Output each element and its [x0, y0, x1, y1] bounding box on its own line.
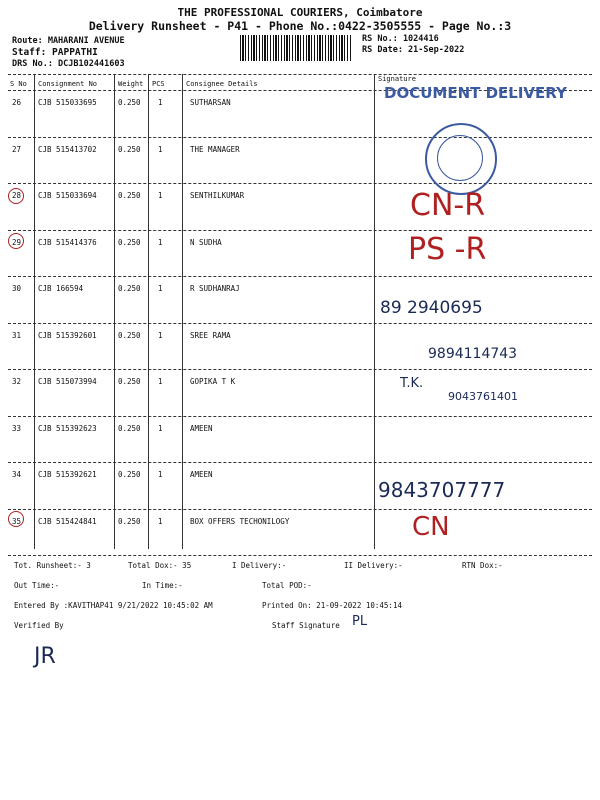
col-signature: Signature — [378, 75, 416, 83]
row-sno: 29 — [12, 237, 22, 247]
row-circle-mark — [8, 233, 24, 249]
row-pcs: 1 — [158, 284, 163, 293]
out-time: Out Time:- — [14, 581, 60, 590]
row-weight: 0.250 — [118, 237, 141, 247]
row-pcs: 1 — [158, 144, 163, 154]
row-sno: 34 — [12, 470, 22, 479]
row-pcs: 1 — [158, 330, 163, 340]
row-consignment: CJB 515073994 — [38, 377, 97, 386]
row-circle-mark — [8, 188, 24, 204]
row-consignment: CJB 515414376 — [38, 237, 97, 247]
stamp-text: DOCUMENT DELIVERY — [384, 84, 567, 102]
rs-number: RS No.: 1024416 — [362, 34, 439, 44]
col-pcs: PCS — [152, 80, 165, 88]
rs-date: RS Date: 21-Sep-2022 — [362, 45, 465, 55]
handwritten-phone-30: 89 2940695 — [380, 298, 483, 318]
col-divider — [34, 74, 35, 549]
row-pcs: 1 — [158, 98, 163, 107]
col-sno: S No — [10, 80, 27, 88]
col-divider — [374, 74, 375, 549]
row-weight: 0.250 — [118, 191, 141, 200]
handwritten-ps-r: PS -R — [408, 232, 487, 267]
row-consignment: CJB 166594 — [38, 284, 84, 293]
handwritten-phone-34: 9843707777 — [378, 478, 506, 502]
row-consignment: CJB 515413702 — [38, 144, 97, 154]
drs-number: DRS No.: DCJB102441603 — [12, 59, 125, 69]
row-consignee: AMEEN — [190, 470, 213, 479]
row-rule — [8, 369, 592, 370]
row-weight: 0.250 — [118, 284, 141, 293]
row-consignee: BOX OFFERS TECHONILOGY — [190, 516, 290, 526]
runsheet-title: Delivery Runsheet - P41 - Phone No.:0422-3505555 - Page No.:3 — [88, 19, 512, 33]
row-sno: 35 — [12, 516, 22, 526]
row-pcs: 1 — [158, 516, 163, 526]
row-weight: 0.250 — [118, 330, 141, 340]
col-weight: Weight — [118, 80, 144, 88]
row-sno: 27 — [12, 144, 22, 154]
ii-delivery: II Delivery:- — [344, 561, 403, 570]
row-consignment: CJB 515033695 — [38, 98, 97, 107]
row-weight: 0.250 — [118, 98, 141, 107]
row-rule — [8, 416, 592, 417]
row-sno: 26 — [12, 98, 22, 107]
printed-on: Printed On: 21-09-2022 10:45:14 — [262, 601, 402, 610]
tot-runsheet: Tot. Runsheet:- 3 — [14, 561, 91, 570]
row-consignment: CJB 515392621 — [38, 470, 97, 479]
handwritten-phone-32: 9043761401 — [448, 390, 518, 403]
total-pod: Total POD:- — [262, 581, 312, 590]
row-weight: 0.250 — [118, 423, 141, 433]
row-sno: 32 — [12, 377, 22, 386]
total-dox: Total Dox:- 35 — [128, 561, 192, 570]
verified-by: Verified By — [14, 621, 64, 630]
row-pcs: 1 — [158, 191, 163, 200]
col-divider — [182, 74, 183, 549]
handwritten-phone-31: 9894114743 — [428, 346, 518, 362]
staff-signature: PL — [352, 614, 368, 629]
row-consignee: AMEEN — [190, 423, 213, 433]
col-consignment: Consignment No — [38, 80, 98, 88]
col-divider — [148, 74, 149, 549]
row-consignment: CJB 515392601 — [38, 330, 97, 340]
table-top-rule — [8, 74, 592, 75]
entered-by: Entered By :KAVITHAP41 9/21/2022 10:45:02 AM — [14, 601, 213, 610]
row-weight: 0.250 — [118, 144, 141, 154]
verified-signature: JR — [34, 644, 56, 669]
row-consignee: SUTHARSAN — [190, 98, 231, 107]
in-time: In Time:- — [142, 581, 183, 590]
route: Route: MAHARANI AVENUE — [12, 36, 125, 46]
barcode — [240, 35, 352, 61]
delivery-stamp — [425, 123, 497, 195]
row-sno: 33 — [12, 423, 22, 433]
row-sno: 31 — [12, 330, 22, 340]
row-rule — [8, 230, 592, 231]
row-consignment: CJB 515392623 — [38, 423, 97, 433]
row-rule — [8, 555, 592, 556]
row-consignee: SENTHILKUMAR — [190, 191, 245, 200]
row-pcs: 1 — [158, 423, 163, 433]
row-pcs: 1 — [158, 470, 163, 479]
row-consignee: N SUDHA — [190, 237, 222, 247]
company-title: THE PROFESSIONAL COURIERS, Coimbatore — [177, 6, 423, 19]
row-consignee: THE MANAGER — [190, 144, 240, 154]
row-consignment: CJB 515033694 — [38, 191, 97, 200]
row-weight: 0.250 — [118, 516, 141, 526]
row-rule — [8, 276, 592, 277]
staff-signature-label: Staff Signature — [272, 621, 340, 630]
row-rule — [8, 137, 592, 138]
rtn-dox: RTN Dox:- — [462, 561, 503, 570]
row-rule — [8, 323, 592, 324]
i-delivery: I Delivery:- — [232, 561, 287, 570]
row-rule — [8, 462, 592, 463]
row-weight: 0.250 — [118, 470, 141, 479]
col-consignee: Consignee Details — [186, 80, 258, 88]
row-consignee: GOPIKA T K — [190, 377, 236, 386]
row-consignment: CJB 515424841 — [38, 516, 97, 526]
row-pcs: 1 — [158, 377, 163, 386]
row-circle-mark — [8, 511, 24, 527]
row-consignee: R SUDHANRAJ — [190, 284, 240, 293]
row-rule — [8, 509, 592, 510]
row-sno: 28 — [12, 191, 22, 200]
row-sno: 30 — [12, 284, 22, 293]
col-divider — [114, 74, 115, 549]
handwritten-cn-r: CN-R — [410, 188, 486, 223]
row-pcs: 1 — [158, 237, 163, 247]
handwritten-signature-32: T.K. — [400, 376, 424, 391]
row-consignee: SREE RAMA — [190, 330, 231, 340]
staff: Staff: PAPPATHI — [12, 47, 98, 58]
row-rule — [8, 183, 592, 184]
row-weight: 0.250 — [118, 377, 141, 386]
handwritten-cn: CN — [412, 512, 450, 542]
